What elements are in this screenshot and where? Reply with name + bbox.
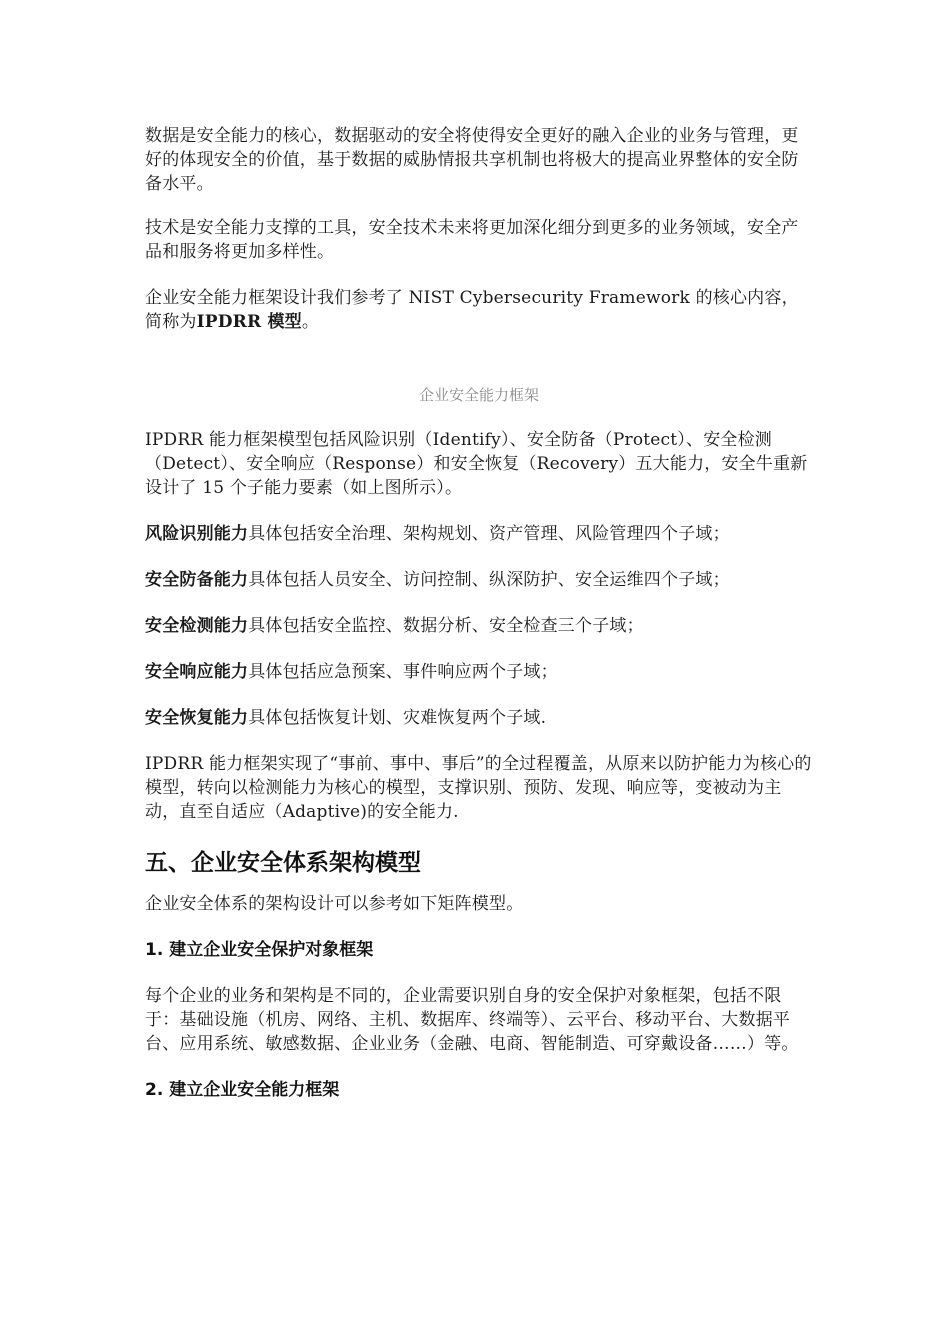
paragraph-protection-objects: 每个企业的业务和架构是不同的，企业需要识别自身的安全保护对象框架，包括不限于：基础设施（机房、网络、主机、数据库、终端等）、云平台、移动平台、大数据平台、应用系统、敏感数据、企业业务（金融、电商、智能制造、可穿戴设备……）等。 xyxy=(145,986,799,1054)
ability-item-detect xyxy=(145,614,813,638)
framework-intro-end: 。 xyxy=(301,312,320,332)
subheading-protection-object-framework: 1. 建立企业安全保护对象框架 xyxy=(145,940,374,960)
ability-item-recovery xyxy=(145,706,813,730)
paragraph-data-core: 数据是安全能力的核心，数据驱动的安全将使得安全更好的融入企业的业务与管理，更好的体现安全的价值，基于数据的威胁情报共享机制也将极大的提高业界整体的安全防备水平。 xyxy=(145,126,799,194)
paragraph-technology: 技术是安全能力支撑的工具，安全技术未来将更加深化细分到更多的业务领域，安全产品和服务将更加多样性。 xyxy=(145,218,799,262)
abilities-list xyxy=(145,522,813,730)
ability-name: 安全防备能力 xyxy=(145,570,249,590)
ability-desc: 具体包括安全治理、架构规划、资产管理、风险管理四个子域； xyxy=(248,524,730,544)
ability-name: 安全检测能力 xyxy=(145,616,249,636)
paragraph-ipdrr-coverage: IPDRR 能力框架实现了“事前、事中、事后”的全过程覆盖，从原来以防护能力为核心的模型，转向以检测能力为核心的模型，支撑识别、预防、发现、响应等，变被动为主动，直至自适应（Adaptive)的安全能力. xyxy=(145,754,812,822)
subheading-capability-framework: 2. 建立企业安全能力框架 xyxy=(145,1080,340,1100)
paragraph-ipdrr-description: IPDRR 能力框架模型包括风险识别（Identify）、安全防备（Protect）、安全检测（Detect）、安全响应（Response）和安全恢复（Recovery）五大能力，安全牛重新设计了 15 个子能力要素（如上图所示）。 xyxy=(145,430,808,498)
section-heading-architecture-model: 五、企业安全体系架构模型 xyxy=(145,850,421,876)
document-page xyxy=(145,124,813,1102)
ability-desc: 具体包括应急预案、事件响应两个子域； xyxy=(248,662,558,682)
ability-name: 风险识别能力 xyxy=(145,524,249,544)
paragraph-matrix-intro: 企业安全体系的架构设计可以参考如下矩阵模型。 xyxy=(145,894,524,914)
ability-item-identify xyxy=(145,522,813,546)
paragraph-framework-intro xyxy=(145,286,813,334)
ability-item-response xyxy=(145,660,813,684)
framework-intro-text: 企业安全能力框架设计我们参考了 NIST Cybersecurity Framework 的核心内容，简称为 xyxy=(145,288,799,332)
ipdrr-model-term: IPDRR 模型 xyxy=(196,312,302,332)
figure-caption: 企业安全能力框架 xyxy=(418,386,539,404)
ability-item-protect xyxy=(145,568,813,592)
ability-name: 安全恢复能力 xyxy=(145,708,249,728)
ability-desc: 具体包括安全监控、数据分析、安全检查三个子域； xyxy=(248,616,644,636)
ability-desc: 具体包括人员安全、访问控制、纵深防护、安全运维四个子域； xyxy=(248,570,730,590)
ability-name: 安全响应能力 xyxy=(145,662,249,682)
ability-desc: 具体包括恢复计划、灾难恢复两个子域. xyxy=(248,708,547,728)
